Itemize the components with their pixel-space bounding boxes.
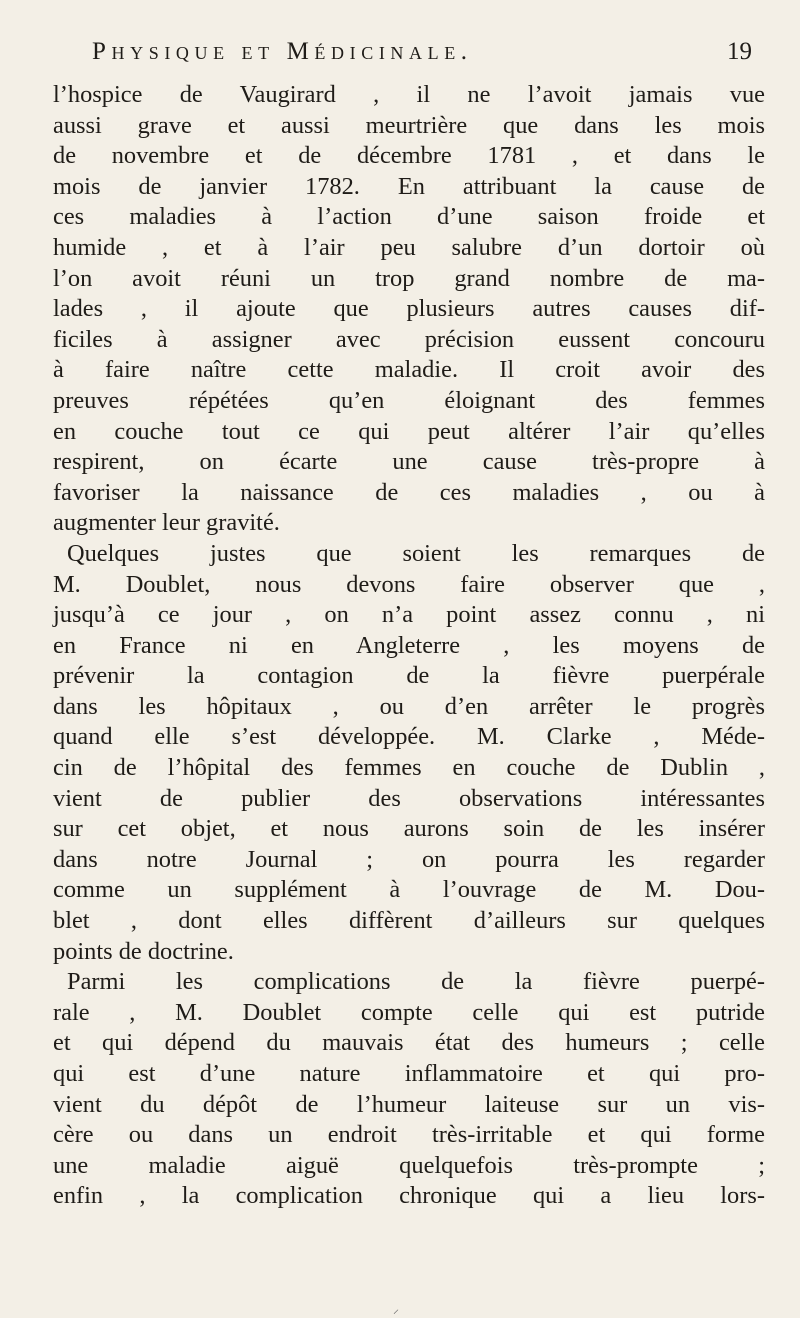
- text-line: cère ou dans un endroit très-irritable et qui forme: [53, 1121, 765, 1149]
- text-line: l’hospice de Vaugirard , il ne l’avoit jamais vue: [53, 81, 765, 108]
- text-line: M. Doublet, nous devons faire observer que ,: [53, 570, 765, 598]
- text-line: ces maladies à l’action d’une saison froide et: [53, 203, 765, 231]
- running-head-title: Physique et Médicinale.: [92, 38, 473, 65]
- text-line: à faire naître cette maladie. Il croit avoir des: [53, 356, 765, 384]
- running-head: [92, 38, 752, 78]
- text-line: cin de l’hôpital des femmes en couche de Dublin ,: [53, 754, 765, 782]
- text-line: dans notre Journal ; on pourra les regarder: [53, 845, 765, 873]
- page-number: 19: [727, 38, 752, 65]
- text-line: prévenir la contagion de la fièvre puerpérale: [53, 662, 765, 690]
- text-line: vient de publier des observations intéressantes: [53, 784, 765, 812]
- text-line: respirent, on écarte une cause très-propre à: [53, 448, 765, 476]
- text-line: preuves répétées qu’en éloignant des femmes: [53, 386, 765, 414]
- text-line: aussi grave et aussi meurtrière que dans les mois: [53, 111, 765, 139]
- text-line: quand elle s’est développée. M. Clarke , Méde-: [53, 723, 765, 751]
- text-line: en France ni en Angleterre , les moyens de: [53, 631, 765, 659]
- text-line: blet , dont elles diffèrent d’ailleurs sur quelques: [53, 907, 765, 935]
- text-line: comme un supplément à l’ouvrage de M. Dou-: [53, 876, 765, 904]
- text-line: sur cet objet, et nous aurons soin de les insérer: [53, 815, 765, 843]
- stray-ink-mark: ⸝: [393, 1302, 400, 1316]
- text-line: favoriser la naissance de ces maladies , ou à: [53, 478, 765, 506]
- text-line: Parmi les complications de la fièvre puerpé-: [67, 968, 765, 996]
- text-line: l’on avoit réuni un trop grand nombre de ma-: [53, 264, 765, 292]
- text-line: et qui dépend du mauvais état des humeurs ; celle: [53, 1029, 765, 1057]
- text-line: rale , M. Doublet compte celle qui est putride: [53, 998, 765, 1026]
- text-line: lades , il ajoute que plusieurs autres causes dif-: [53, 295, 765, 323]
- text-line: points de doctrine.: [53, 937, 234, 965]
- text-line: Quelques justes que soient les remarques de: [67, 539, 765, 567]
- text-line: vient du dépôt de l’humeur laiteuse sur un vis-: [53, 1090, 765, 1118]
- text-line: jusqu’à ce jour , on n’a point assez connu , ni: [53, 601, 765, 629]
- text-line: en couche tout ce qui peut altérer l’air qu’elles: [53, 417, 765, 445]
- text-line: augmenter leur gravité.: [53, 509, 280, 537]
- text-line: ficiles à assigner avec précision eussent concouru: [53, 325, 765, 353]
- text-line: mois de janvier 1782. En attribuant la cause de: [53, 172, 765, 200]
- text-line: une maladie aiguë quelquefois très-prompte ;: [53, 1151, 765, 1179]
- text-line: dans les hôpitaux , ou d’en arrêter le progrès: [53, 692, 765, 720]
- text-line: humide , et à l’air peu salubre d’un dortoir où: [53, 233, 765, 261]
- text-line: de novembre et de décembre 1781 , et dans le: [53, 142, 765, 170]
- text-line: enfin , la complication chronique qui a lieu lors-: [53, 1182, 765, 1210]
- text-line: qui est d’une nature inflammatoire et qui pro-: [53, 1060, 765, 1087]
- body-text: [53, 80, 765, 1212]
